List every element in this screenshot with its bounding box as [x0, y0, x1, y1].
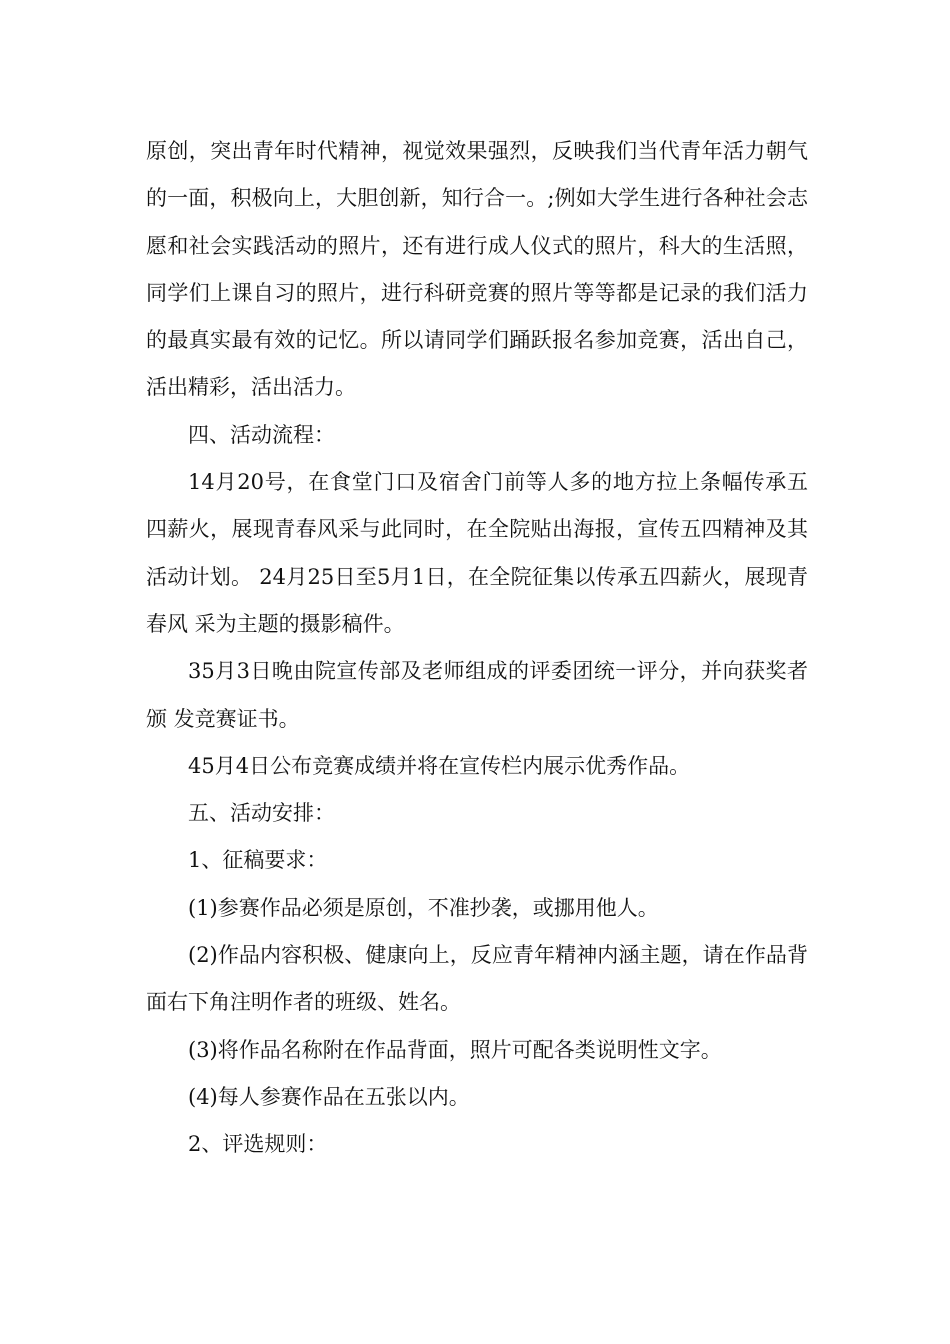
paragraph-intro-continuation: 原创，突出青年时代精神，视觉效果强烈，反映我们当代青年活力朝气的一面，积极向上，大胆创新，知行合一。;例如大学生进行各种社会志愿和社会实践活动的照片，还有进行成人仪式的照片，科大的生活照，同学们上课自习的照片，进行科研竞赛的照片等等都是记录的我们活力的最真实最有效的记忆。所以请同学们踊跃报名参加竞赛，活出自己，活出精彩，活出活力。 [146, 139, 808, 400]
subheading-selection-rules: 2、评选规则： [188, 1132, 328, 1157]
paragraph-process-step-1-2: 14月20号，在食堂门口及宿舍门前等人多的地方拉上条幅传承五四薪火，展现青春风采与此同时，在全院贴出海报，宣传五四精神及其活动计划。 24月25日至5月1日，在全院征集以传承五四薪火，展现青春风 采为主题的摄影稿件。 [146, 470, 808, 636]
list-item-requirement-3: (3)将作品名称附在作品背面，照片可配各类说明性文字。 [188, 1037, 722, 1062]
list-item-requirement-2: (2)作品内容积极、健康向上，反应青年精神内涵主题，请在作品背面右下角注明作者的班级、姓名。 [146, 943, 808, 1015]
section-heading-activity-process: 四、活动流程： [188, 422, 335, 447]
section-heading-activity-arrangement: 五、活动安排： [188, 801, 335, 826]
list-item-requirement-4: (4)每人参赛作品在五张以内。 [188, 1084, 470, 1109]
subheading-submission-requirements: 1、征稿要求： [188, 848, 328, 873]
document-body [146, 128, 808, 1169]
paragraph-process-step-4: 45月4日公布竞赛成绩并将在宣传栏内展示优秀作品。 [188, 753, 691, 778]
list-item-requirement-1: (1)参赛作品必须是原创，不准抄袭，或挪用他人。 [188, 895, 659, 920]
paragraph-process-step-3: 35月3日晚由院宣传部及老师组成的评委团统一评分，并向获奖者颁 发竞赛证书。 [146, 659, 808, 731]
